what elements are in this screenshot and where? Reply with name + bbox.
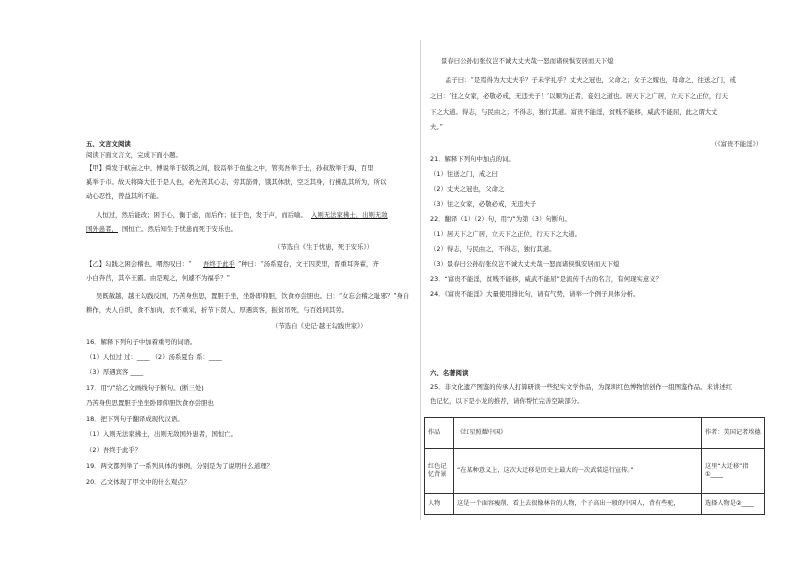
question-25-line: 色记忆，以下是小龙的推荐，请你帮忙完善空缺部分。 <box>430 397 584 405</box>
passage-mengzi-line: 孟子曰：“是焉得为大丈夫乎？子未学礼乎？丈夫之冠也，父命之；女子之嫁也，母命之，往送之门，戒 <box>445 76 736 84</box>
question-22: 22．翻译（1）（2）句，用“/”为第（3）句断句。 <box>430 215 571 223</box>
passage-jia-line: 【甲】舜发于畎亩之中，傅说举于版筑之间，胶鬲举于鱼盐之中，管夷吾举于士，孙叔敖举于海，百里 <box>86 164 374 172</box>
question-17-sentence: 乃苦身焦思置胆于坐坐卧即仰胆饮食亦尝胆也 <box>86 399 214 407</box>
question-21-item-3: （3）往之女家，必敬必戒，无违夫子 <box>430 200 537 208</box>
table-cell: 作者：美国记者埃德 <box>702 418 765 449</box>
instruction: 阅读下面文言文，完成下面小题。 <box>86 151 182 159</box>
underlined-sentence: 入则无法家拂士，出则无敌 <box>311 211 388 219</box>
underlined-sentence: 吾终于此乎 <box>203 260 235 268</box>
table-row <box>425 494 765 515</box>
passage-jia-line: 人恒过，然后能改；困于心，衡于虑，而后作；征于色，发于声，而后喻。 <box>96 211 307 219</box>
passage-yi-line: 小白奔莒，其卒王霸。由是观之，何遽不为福乎？” <box>86 274 230 282</box>
source-mengzi: （《富贵不能淫》） <box>711 140 763 148</box>
question-25-line: 25．非文化遗产图鉴的传承人打算研读一些纪实文学作品，为深圳红色博物馆创作一组图鉴作品。来讲述红 <box>430 383 733 391</box>
passage-jia-line: 国恒亡。然后知生于忧患而死于安乐也。 <box>122 225 238 233</box>
passage-mengzi-line: 夫。” <box>430 123 443 131</box>
table-cell: 作品 <box>425 418 454 449</box>
table-row <box>425 418 765 449</box>
question-24: 24．《富贵不能淫》大量使用排比句，请有气势，请举一个例子具体分析。 <box>430 290 640 298</box>
passage-jia-line: 奚举于市。故天将降大任于是人也，必先苦其心志，劳其筋骨，饿其体肤，空乏其身，行拂乱其所为，所以 <box>86 178 387 186</box>
answer-blank-2: 选择人物是②____ <box>702 494 765 515</box>
question-16-item-3: （3）厚遇宾客 ____ <box>86 368 144 376</box>
question-16-items: （1）人恒过 过：____ （2）汤系夏台 系：____ <box>86 353 222 361</box>
table-cell: 《红星照耀中国》 <box>454 418 702 449</box>
passage-mengzi-line: 之曰：‘往之女家，必敬必戒，无违夫子！’以顺为正者，妾妇之道也。居天下之广居，立天下之正位，行天 <box>430 92 729 100</box>
question-21: 21．解释下列句中加点的词。 <box>430 155 515 163</box>
passage-yi-line: 吴既赦越，越王勾践反国，乃苦身焦思，置胆于坐，坐卧即仰胆，饮食亦尝胆也。曰：“女忘会稽之耻邪？”身自 <box>96 292 410 300</box>
passage-yi-line: 耕作，夫人自织，食不加肉，衣不重采，折节下贤人，厚遇宾客，振贫吊死，与百姓同其劳。 <box>86 306 349 314</box>
passage-jia-line: 动心忍性，曾益其所不能。 <box>86 192 163 200</box>
source-jia: （节选自《生于忧患，死于安乐》） <box>274 243 374 251</box>
question-18: 18．把下列句子翻译成现代汉语。 <box>86 415 184 423</box>
table-cell: “在某种意义上，这次大迁移是历史上最大的一次武装巡行宣传。” <box>454 449 702 494</box>
table-cell: 红色记忆背景 <box>425 449 454 494</box>
table-row <box>425 449 765 494</box>
answer-blank-1: 这里“大迁移”指①____ <box>702 449 765 494</box>
underlined-sentence: 国外患者， <box>86 225 118 233</box>
table-cell: 人物 <box>425 494 454 515</box>
passage-yi-line: 【乙】勾践之困会稽也，喟然叹曰：“ <box>86 260 192 268</box>
passage-mengzi-line: 下之大道。得志，与民由之；不得志，独行其道。富贵不能淫，贫贱不能移，威武不能屈，此之谓大丈 <box>430 108 718 116</box>
passage-yi-line: ”种曰：“汤系夏台，文王囚羑里，晋重耳奔翟，齐 <box>238 260 379 268</box>
question-22-item-3: （3）景春曰公孙衍张仪岂不诚大丈夫哉一怒而诸侯惧安居而天下熄 <box>430 260 620 268</box>
question-17: 17．用“/”给乙文画线句子断句。(断三处) <box>86 384 204 392</box>
column-divider <box>420 40 421 520</box>
question-18-item-1: （1）入则无法家拂士，出则无敌国外患者，国恒亡。 <box>86 430 238 438</box>
section-title-classics: 六、名著阅读 <box>430 369 469 377</box>
question-19: 19．两文都列举了一系列具体的事例，分别是为了说明什么道理？ <box>86 462 274 470</box>
table-cell: 这是一个面容瘦削、看上去很像林肯的人物，个子高出一般的中国人，背有些驼， <box>454 494 702 515</box>
question-21-item-2: （2）丈夫之冠也，父命之 <box>430 185 505 193</box>
question-23: 23．“富贵不能淫，贫贱不能移，威武不能屈”是流传千古的名言，有何现实意义？ <box>430 275 663 283</box>
question-18-item-2: （2）吾终于此乎？ <box>86 446 142 454</box>
passage-continued: 景春曰公孙衍张仪岂不诚大丈夫哉一怒而诸侯惧安居而天下熄 <box>441 57 614 65</box>
question-16: 16．解释下列句子中加着重号的词语。 <box>86 338 197 346</box>
question-22-item-1: （1）居天下之广居，立天下之正位，行天下之大道。 <box>430 230 582 238</box>
source-yi: （节选自《史记·越王勾践世家》） <box>272 322 367 330</box>
book-info-table <box>424 417 765 515</box>
question-20: 20．乙文体现了甲文中的什么观点？ <box>86 478 190 486</box>
question-22-item-2: （2）得志，与民由之，不得志，独行其道。 <box>430 245 556 253</box>
question-21-item-1: （1）往送之门，戒之曰 <box>430 170 498 178</box>
section-title-classical: 五、文言文阅读 <box>86 140 131 148</box>
